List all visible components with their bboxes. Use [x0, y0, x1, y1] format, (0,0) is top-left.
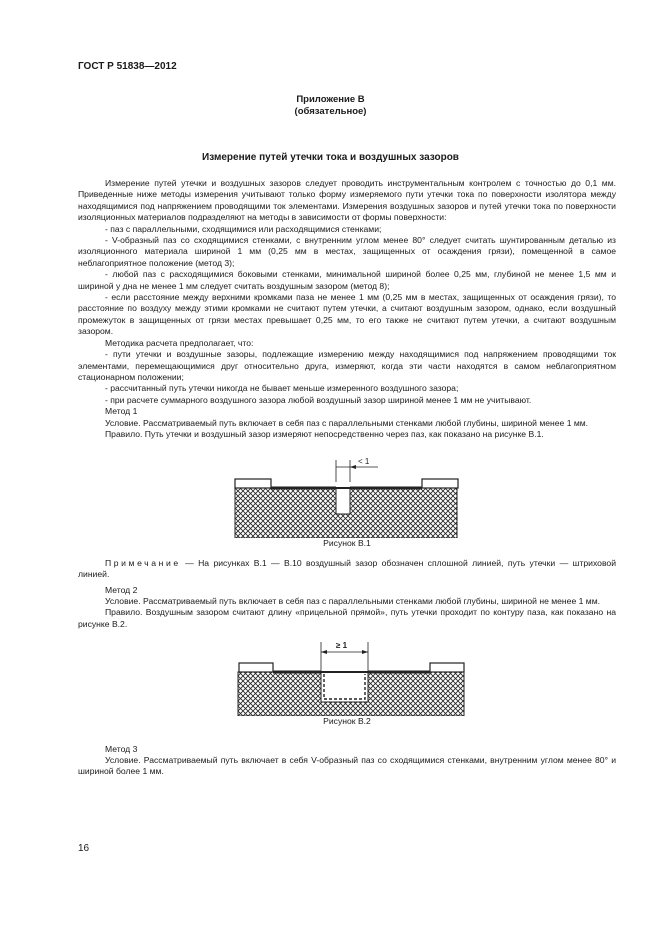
- assumption-item-3: - при расчете суммарного воздушного зазора любой воздушный зазор шириной менее 1 мм не учитывают.: [105, 394, 532, 405]
- figure-b1: [78, 446, 616, 538]
- insulator-body: [235, 488, 457, 538]
- section-title: Измерение путей утечки тока и воздушных зазоров: [202, 152, 459, 163]
- form-item-4: - если расстояние между верхними кромками паза не менее 1 мм (0,25 мм в местах, защищенных от осаждения грязи), то расстояние по воздуху между этими кромками не считают путем утечки, а считают воздушным зазором, однако, если воздушный промежуток в защищенных от грязи местах превышает 0,25 мм, то его также не считают путем утечки, а считают воздушным зазором.: [78, 292, 616, 337]
- document-body: [78, 178, 616, 778]
- figure-b2-caption: Рисунок В.2: [323, 716, 371, 727]
- method3-condition: Условие. Рассматриваемый путь включает в себя V-образный паз со сходящимися стенками, внутренним углом менее 80° и шириной более 1 мм.: [78, 755, 616, 777]
- method3-title: Метод 3: [105, 743, 138, 754]
- method2-condition: Условие. Рассматриваемый путь включает в себя паз с параллельными стенками любой глубины, шириной не менее 1 мм.: [105, 595, 600, 606]
- creepage-path: [324, 674, 365, 699]
- note-label: Примечание: [105, 557, 181, 568]
- annex-subtitle: (обязательное): [294, 106, 367, 117]
- note-paragraph: [78, 558, 616, 581]
- conductor-left: [239, 663, 273, 672]
- figure-b1-caption: Рисунок В.1: [323, 538, 371, 549]
- annex-title: Приложение В: [296, 94, 365, 105]
- assumption-item-1: - пути утечки и воздушные зазоры, подлежащие измерению между находящимися под напряжением проводящими ток элементами, перемещающимися друг относительно друга, измеряют, когда эти части находятся в самом неблагоприятном стационарном положении;: [78, 349, 616, 382]
- assumption-item-2: - рассчитанный путь утечки никогда не бывает меньше измеренного воздушного зазора;: [105, 383, 459, 394]
- standard-header: ГОСТ Р 51838—2012: [78, 61, 177, 72]
- figure-b2-dimension-label: ≥ 1: [336, 641, 348, 651]
- figure-b2: [78, 636, 616, 716]
- intro-paragraph: Измерение путей утечки и воздушных зазоров следует проводить инструментальным контролем с точностью до 0,1 мм. Приведенные ниже методы измерения учитывают только форму измеряемого пути утечки тока по поверхности изолятора между находящимися под напряжением проводящими ток элементами. Измерения воздушных зазоров и путей утечки тока по поверхности изоляционных материалов подразделяют на методы в зависимости от формы поверхности:: [78, 178, 616, 223]
- method1-title: Метод 1: [105, 406, 138, 417]
- method1-rule: Правило. Путь утечки и воздушный зазор измеряют непосредственно через паз, как показано на рисунке В.1.: [105, 428, 544, 439]
- note-text: — На рисунках В.1 — В.10 воздушный зазор обозначен сплошной линией, путь утечки — штриховой линией.: [78, 557, 616, 580]
- conductor-right: [430, 663, 464, 672]
- method1-condition: Условие. Рассматриваемый путь включает в себя паз с параллельными стенками любой глубины, шириной менее 1 мм.: [105, 417, 589, 428]
- method2-rule: Правило. Воздушным зазором считают длину «прицельной прямой», путь утечки проходит по контуру паза, как показано на рисунке В.2.: [78, 607, 616, 629]
- form-item-2: - V-образный паз со сходящимися стенками, с внутренним углом менее 80° следует считать шунтированным деталью из изоляционного материала шириной 1 мм (0,25 мм в местах, защищенных от осаждения грязи), помещенной в самое неблагоприятное положение (метод 3);: [78, 235, 616, 268]
- page-number: 16: [78, 843, 90, 854]
- conductor-left: [235, 479, 271, 488]
- form-item-3: - любой паз с расходящимися боковыми стенками, минимальной шириной более 0,25 мм, глубиной не менее 1,5 мм и шириной у дна не менее 1 мм следует считать воздушным зазором (метод 8);: [78, 269, 616, 291]
- method2-title: Метод 2: [105, 584, 138, 595]
- insulator-body: [238, 672, 464, 716]
- conductor-right: [422, 479, 458, 488]
- assumptions-intro: Методика расчета предполагает, что:: [105, 337, 254, 348]
- form-item-1: - паз с параллельными, сходящимися или расходящимися стенками;: [105, 223, 382, 234]
- figure-b1-dimension-label: < 1: [358, 457, 370, 467]
